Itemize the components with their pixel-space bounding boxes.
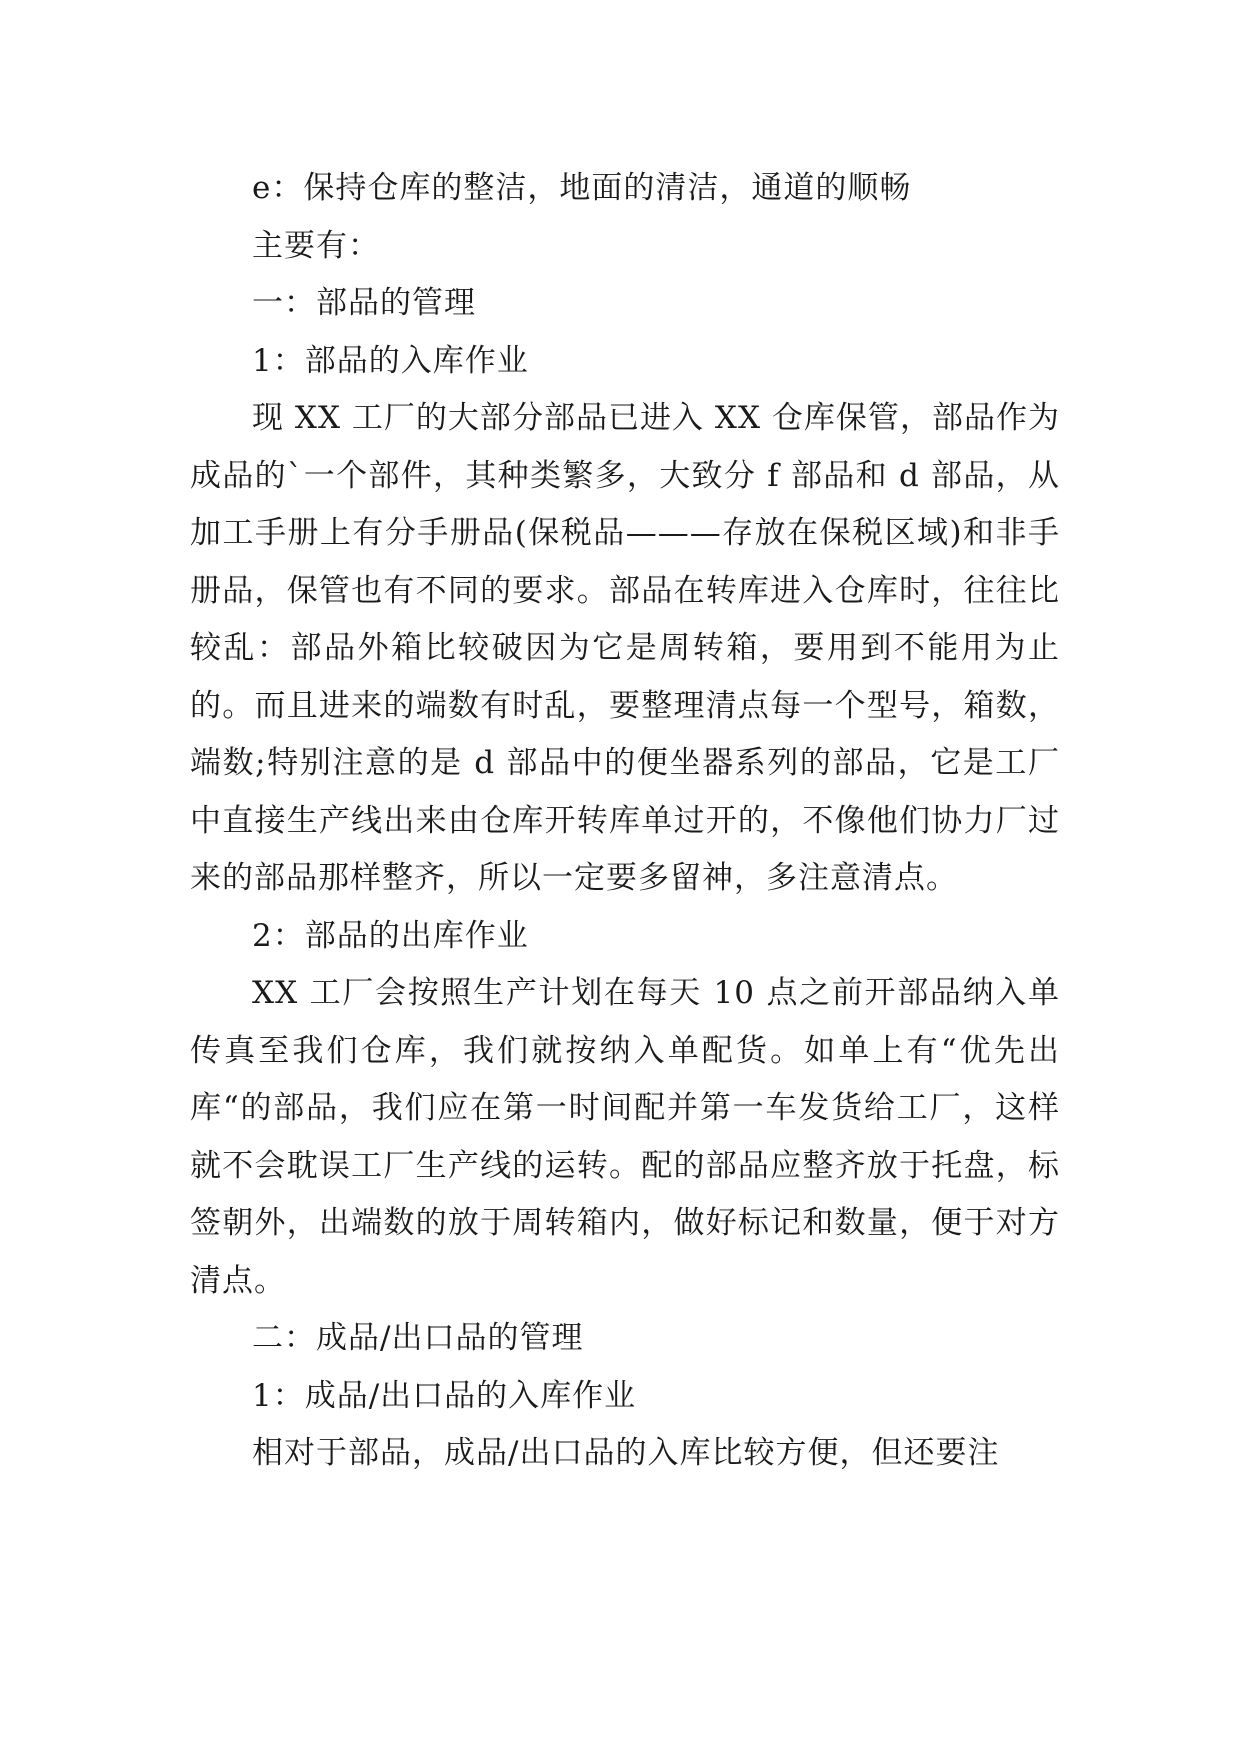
paragraph-parts-inbound: 现 XX 工厂的大部分部品已进入 XX 仓库保管，部品作为成品的`一个部件，其种类繁多，大致分 f 部品和 d 部品，从加工手册上有分手册品(保税品———存放在保税区域)和非手册品，保管也有不同的要求。部品在转库进入仓库时，往往比较乱：部品外箱比较破因为它是周转箱，要用到不能用为止的。而且进来的端数有时乱，要整理清点每一个型号，箱数，端数;特别注意的是 d 部品中的便坐器系列的部品，它是工厂中直接生产线出来由仓库开转库单过开的，不像他们协力厂过来的部品那样整齐，所以一定要多留神，多注意清点。 (190, 400, 1060, 896)
paragraph-item-e: e：保持仓库的整洁，地面的清洁，通道的顺畅 (252, 170, 912, 206)
subsection-heading-parts-inbound: 1：部品的入库作业 (252, 342, 529, 379)
section-heading-finished-goods-management: 二：成品/出口品的管理 (252, 1320, 584, 1356)
document-body (190, 160, 1060, 1483)
paragraph-parts-outbound: XX 工厂会按照生产计划在每天 10 点之前开部品纳入单传真至我们仓库，我们就按纳入单配货。如单上有“优先出库“的部品，我们应在第一时间配并第一车发货给工厂，这样就不会耽误工厂生产线的运转。配的部品应整齐放于托盘，标签朝外，出端数的放于周转箱内，做好标记和数量，便于对方清点。 (190, 975, 1060, 1299)
paragraph-intro: 主要有： (252, 227, 380, 264)
paragraph-finished-goods-inbound: 相对于部品，成品/出口品的入库比较方便，但还要注 (252, 1435, 1000, 1471)
section-heading-parts-management: 一：部品的管理 (252, 285, 476, 321)
subsection-heading-finished-goods-inbound: 1：成品/出口品的入库作业 (252, 1377, 637, 1414)
subsection-heading-parts-outbound: 2：部品的出库作业 (252, 917, 529, 954)
